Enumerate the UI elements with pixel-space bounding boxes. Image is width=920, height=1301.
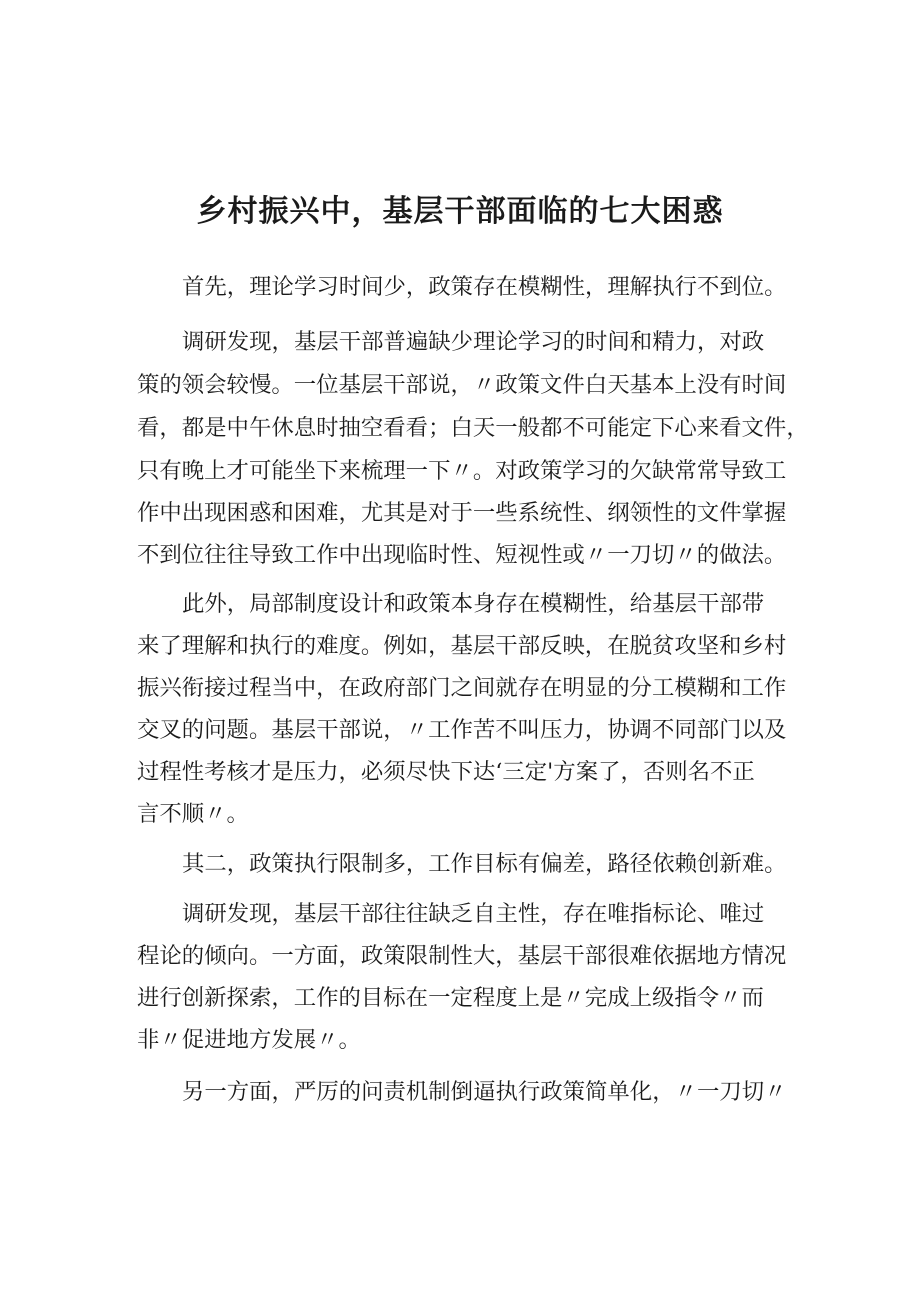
paragraph-2-line-2: 策的领会较慢。一位基层干部说，〃政策文件白天基本上没有时间 <box>137 372 787 398</box>
paragraph-6-line-1: 另一方面，严厉的问责机制倒逼执行政策简单化，〃一刀切〃 <box>182 1079 787 1105</box>
paragraph-5-line-3: 进行创新探索，工作的目标在一定程度上是〃完成上级指令〃而 <box>137 985 764 1011</box>
paragraph-5-line-4: 非〃促进地方发展〃。 <box>137 1027 361 1053</box>
paragraph-5-line-2: 程论的倾向。一方面，政策限制性大，基层干部很难依据地方情况 <box>137 943 787 969</box>
paragraph-4-line-1: 其二，政策执行限制多，工作目标有偏差，路径依赖创新难。 <box>182 851 787 877</box>
paragraph-2-line-1: 调研发现，基层干部普遍缺少理论学习的时间和精力，对政 <box>182 329 765 355</box>
paragraph-5-line-1: 调研发现，基层干部往往缺乏自主性，存在唯指标论、唯过 <box>182 901 765 927</box>
document-title: 乡村振兴中，基层干部面临的七大困惑 <box>196 194 724 229</box>
paragraph-3-line-5: 过程性考核才是压力，必须尽快下达‘三定'方案了，否则名不正 <box>137 759 755 785</box>
paragraph-2-line-6: 不到位往往导致工作中出现临时性、短视性或〃一刀切〃的做法。 <box>137 542 787 568</box>
paragraph-1-line-1: 首先，理论学习时间少，政策存在模糊性，理解执行不到位。 <box>182 274 787 300</box>
paragraph-2-line-5: 作中出现困惑和困难，尤其是对于一些系统性、纲领性的文件掌握 <box>137 500 787 526</box>
paragraph-2-line-4: 只有晚上才可能坐下来梳理一下〃。对政策学习的欠缺常常导致工 <box>137 458 787 484</box>
paragraph-3-line-6: 言不顺〃。 <box>137 801 249 827</box>
paragraph-3-line-3: 振兴衔接过程当中，在政府部门之间就存在明显的分工模糊和工作 <box>137 675 787 701</box>
paragraph-3-line-1: 此外，局部制度设计和政策本身存在模糊性，给基层干部带 <box>182 591 765 617</box>
paragraph-2-line-3: 看，都是中午休息时抽空看看；白天一般都不可能定下心来看文件， <box>137 415 809 441</box>
paragraph-3-line-4: 交叉的问题。基层干部说，〃工作苦不叫压力，协调不同部门以及 <box>137 717 787 743</box>
paragraph-3-line-2: 来了理解和执行的难度。例如，基层干部反映，在脱贫攻坚和乡村 <box>137 633 787 659</box>
